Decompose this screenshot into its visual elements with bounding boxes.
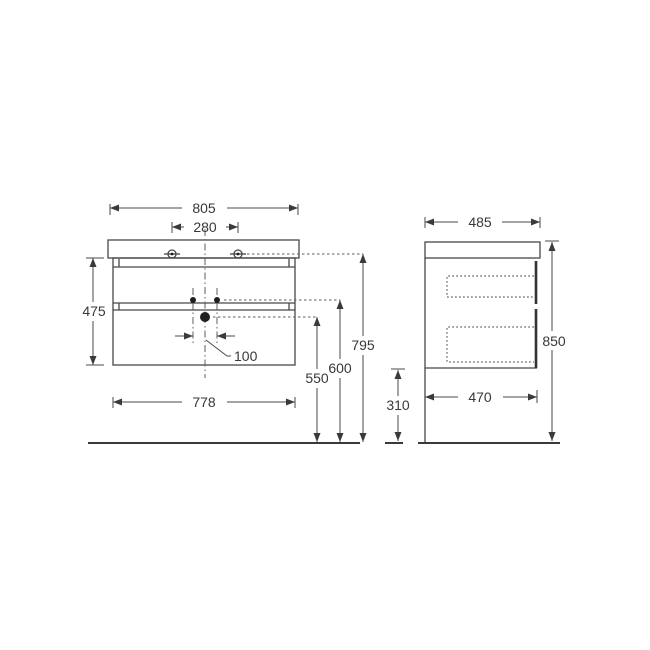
dim-tap-hole-spacing	[172, 219, 238, 235]
side-basin-slab	[425, 242, 540, 258]
dim-drain-hole-spacing	[175, 336, 258, 364]
dim-overall-width	[110, 200, 298, 216]
dim-drain-height	[305, 317, 329, 442]
fixing-hole-left	[190, 297, 196, 303]
dim-cabinet-height	[82, 258, 106, 365]
side-lower-drawer-hidden	[447, 327, 534, 362]
dim-cabinet-height-label: 475	[82, 303, 106, 319]
side-upper-drawer-hidden	[447, 276, 534, 297]
dim-cabinet-depth-label: 470	[468, 389, 492, 405]
dim-overall-height-label: 850	[542, 333, 566, 349]
dim-drain-height-label: 550	[305, 370, 329, 386]
dim-under-cabinet-clearance-label: 310	[386, 397, 410, 413]
fixing-hole-right	[214, 297, 220, 303]
dim-overall-width-label: 805	[192, 200, 216, 216]
dim-tap-hole-spacing-label: 280	[193, 219, 217, 235]
dim-tap-holes-height-label: 795	[351, 337, 375, 353]
dim-cabinet-width-label: 778	[192, 394, 216, 410]
drain-hole	[200, 312, 210, 322]
dim-drain-hole-spacing-label: 100	[234, 348, 258, 364]
dim-fixing-holes-height-label: 600	[328, 360, 352, 376]
dim-overall-depth	[425, 214, 540, 230]
dim-under-cabinet-clearance	[386, 369, 410, 441]
dim-overall-height	[542, 241, 566, 441]
dim-tap-holes-height	[351, 254, 375, 442]
dim-fixing-holes-height	[328, 300, 352, 442]
dim-cabinet-depth	[425, 389, 537, 405]
dim-cabinet-width	[113, 394, 295, 410]
dim-drain-hole-leader	[206, 340, 231, 356]
side-view	[425, 242, 540, 443]
front-cabinet-body	[113, 258, 295, 365]
front-basin-slab	[108, 240, 299, 258]
dim-overall-depth-label: 485	[468, 214, 492, 230]
